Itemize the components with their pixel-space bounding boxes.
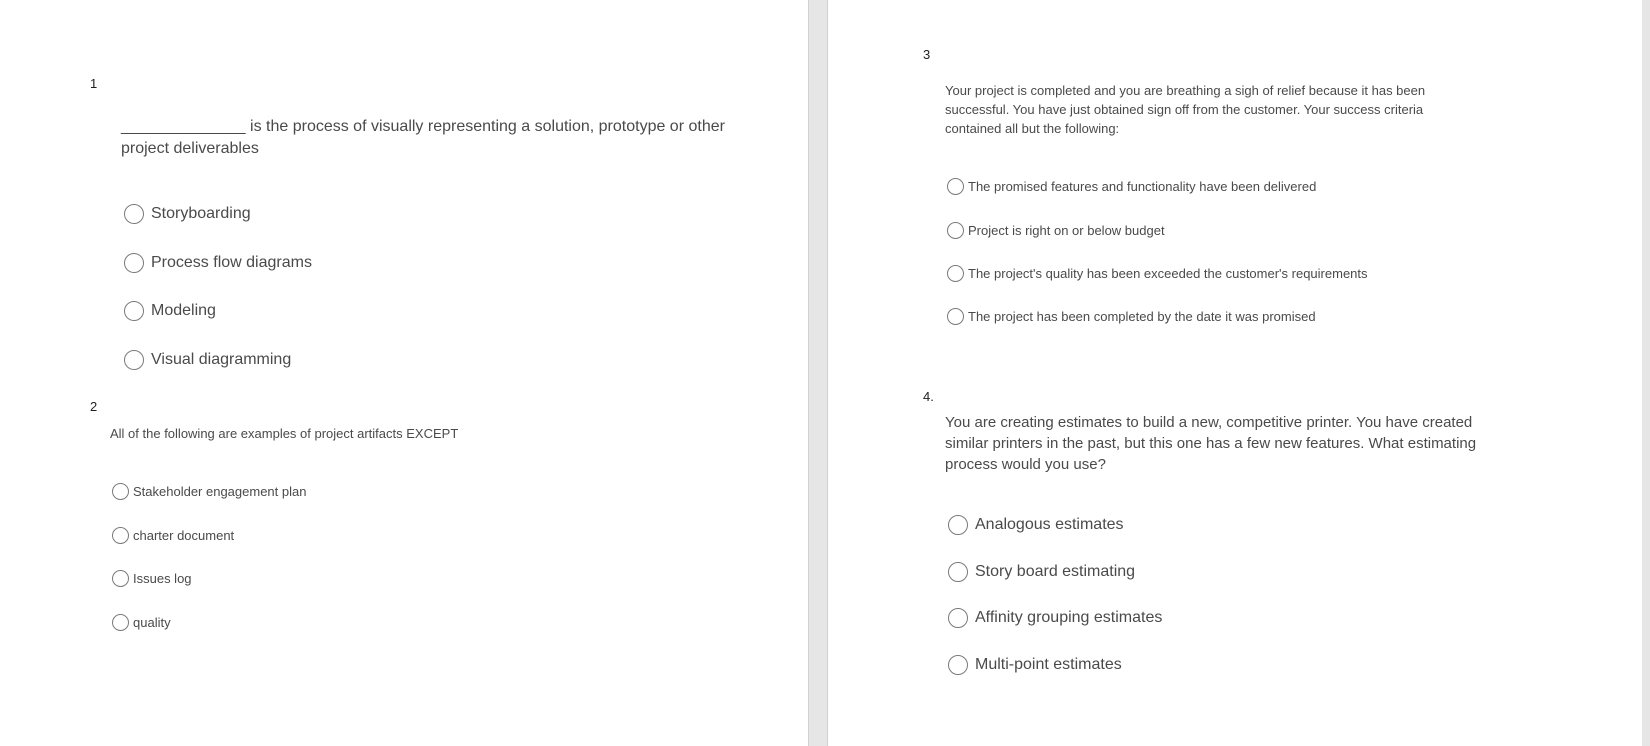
question-3-text-line3: contained all but the following: (945, 121, 1120, 136)
question-1-number: 1 (90, 76, 98, 91)
option-label: Modeling (151, 302, 216, 319)
question-3-text-line1: Your project is completed and you are breathing a sigh of relief because it has been (945, 83, 1426, 98)
question-1-text-line1: ______________ is the process of visually representing a solution, prototype or other (121, 118, 725, 135)
option-label: Storyboarding (151, 205, 251, 222)
question-3-option-features-delivered[interactable] (947, 178, 1316, 195)
option-label: quality (133, 615, 171, 630)
radio-button[interactable] (124, 204, 144, 224)
question-3-option-quality-exceeded[interactable] (947, 265, 1368, 282)
question-4-number: 4. (923, 389, 934, 404)
radio-button[interactable] (112, 570, 129, 587)
option-label: Analogous estimates (975, 516, 1124, 533)
radio-button[interactable] (124, 301, 144, 321)
question-1-text-line2: project deliverables (121, 140, 259, 157)
question-3-option-completed-on-date[interactable] (947, 308, 1316, 325)
option-label: Visual diagramming (151, 351, 292, 368)
option-label: Process flow diagrams (151, 254, 312, 271)
radio-button[interactable] (124, 350, 144, 370)
question-3-option-on-budget[interactable] (947, 222, 1165, 239)
radio-button[interactable] (947, 178, 964, 195)
question-4-text-line1: You are creating estimates to build a new, competitive printer. You have created (945, 414, 1473, 431)
question-1-option-modeling[interactable] (124, 301, 216, 321)
radio-button[interactable] (947, 308, 964, 325)
question-4-text-line3: process would you use? (945, 456, 1106, 473)
question-3-text-line2: successful. You have just obtained sign off from the customer. Your success criteria (945, 102, 1424, 117)
question-2-option-issues-log[interactable] (112, 570, 192, 587)
option-label: Issues log (133, 571, 192, 586)
question-4-option-multi-point-estimates[interactable] (948, 655, 1122, 675)
question-2-number: 2 (90, 399, 98, 414)
option-label: Multi-point estimates (975, 656, 1122, 673)
question-4-option-story-board-estimating[interactable] (948, 562, 1135, 582)
option-label: The promised features and functionality have been delivered (968, 179, 1317, 194)
option-label: charter document (133, 528, 235, 543)
document-page-right (828, 0, 1642, 746)
radio-button[interactable] (112, 614, 129, 631)
question-1-option-visual-diagramming[interactable] (124, 350, 291, 370)
question-1-option-storyboarding[interactable] (124, 204, 251, 224)
radio-button[interactable] (947, 265, 964, 282)
option-label: Project is right on or below budget (968, 223, 1165, 238)
radio-button[interactable] (948, 608, 968, 628)
radio-button[interactable] (948, 515, 968, 535)
radio-button[interactable] (947, 222, 964, 239)
radio-button[interactable] (112, 527, 129, 544)
question-2-text: All of the following are examples of project artifacts EXCEPT (110, 426, 459, 441)
option-label: Affinity grouping estimates (975, 609, 1163, 626)
option-label: The project's quality has been exceeded the customer's requirements (968, 266, 1368, 281)
page-gutter (808, 0, 828, 746)
option-label: The project has been completed by the date it was promised (968, 309, 1316, 324)
radio-button[interactable] (112, 483, 129, 500)
question-4-text-line2: similar printers in the past, but this one has a few new features. What estimating (945, 435, 1477, 452)
radio-button[interactable] (124, 253, 144, 273)
option-label: Story board estimating (975, 563, 1136, 580)
question-3-number: 3 (923, 47, 931, 62)
document-page-left (0, 0, 808, 746)
question-2-option-charter-document[interactable] (112, 527, 234, 544)
radio-button[interactable] (948, 655, 968, 675)
option-label: Stakeholder engagement plan (133, 484, 307, 499)
radio-button[interactable] (948, 562, 968, 582)
question-4-option-affinity-grouping-estimates[interactable] (948, 608, 1162, 628)
question-2-option-quality[interactable] (112, 614, 171, 631)
question-4-option-analogous-estimates[interactable] (948, 515, 1124, 535)
question-2-option-stakeholder-engagement-plan[interactable] (112, 483, 306, 500)
question-1-option-process-flow-diagrams[interactable] (124, 253, 312, 273)
